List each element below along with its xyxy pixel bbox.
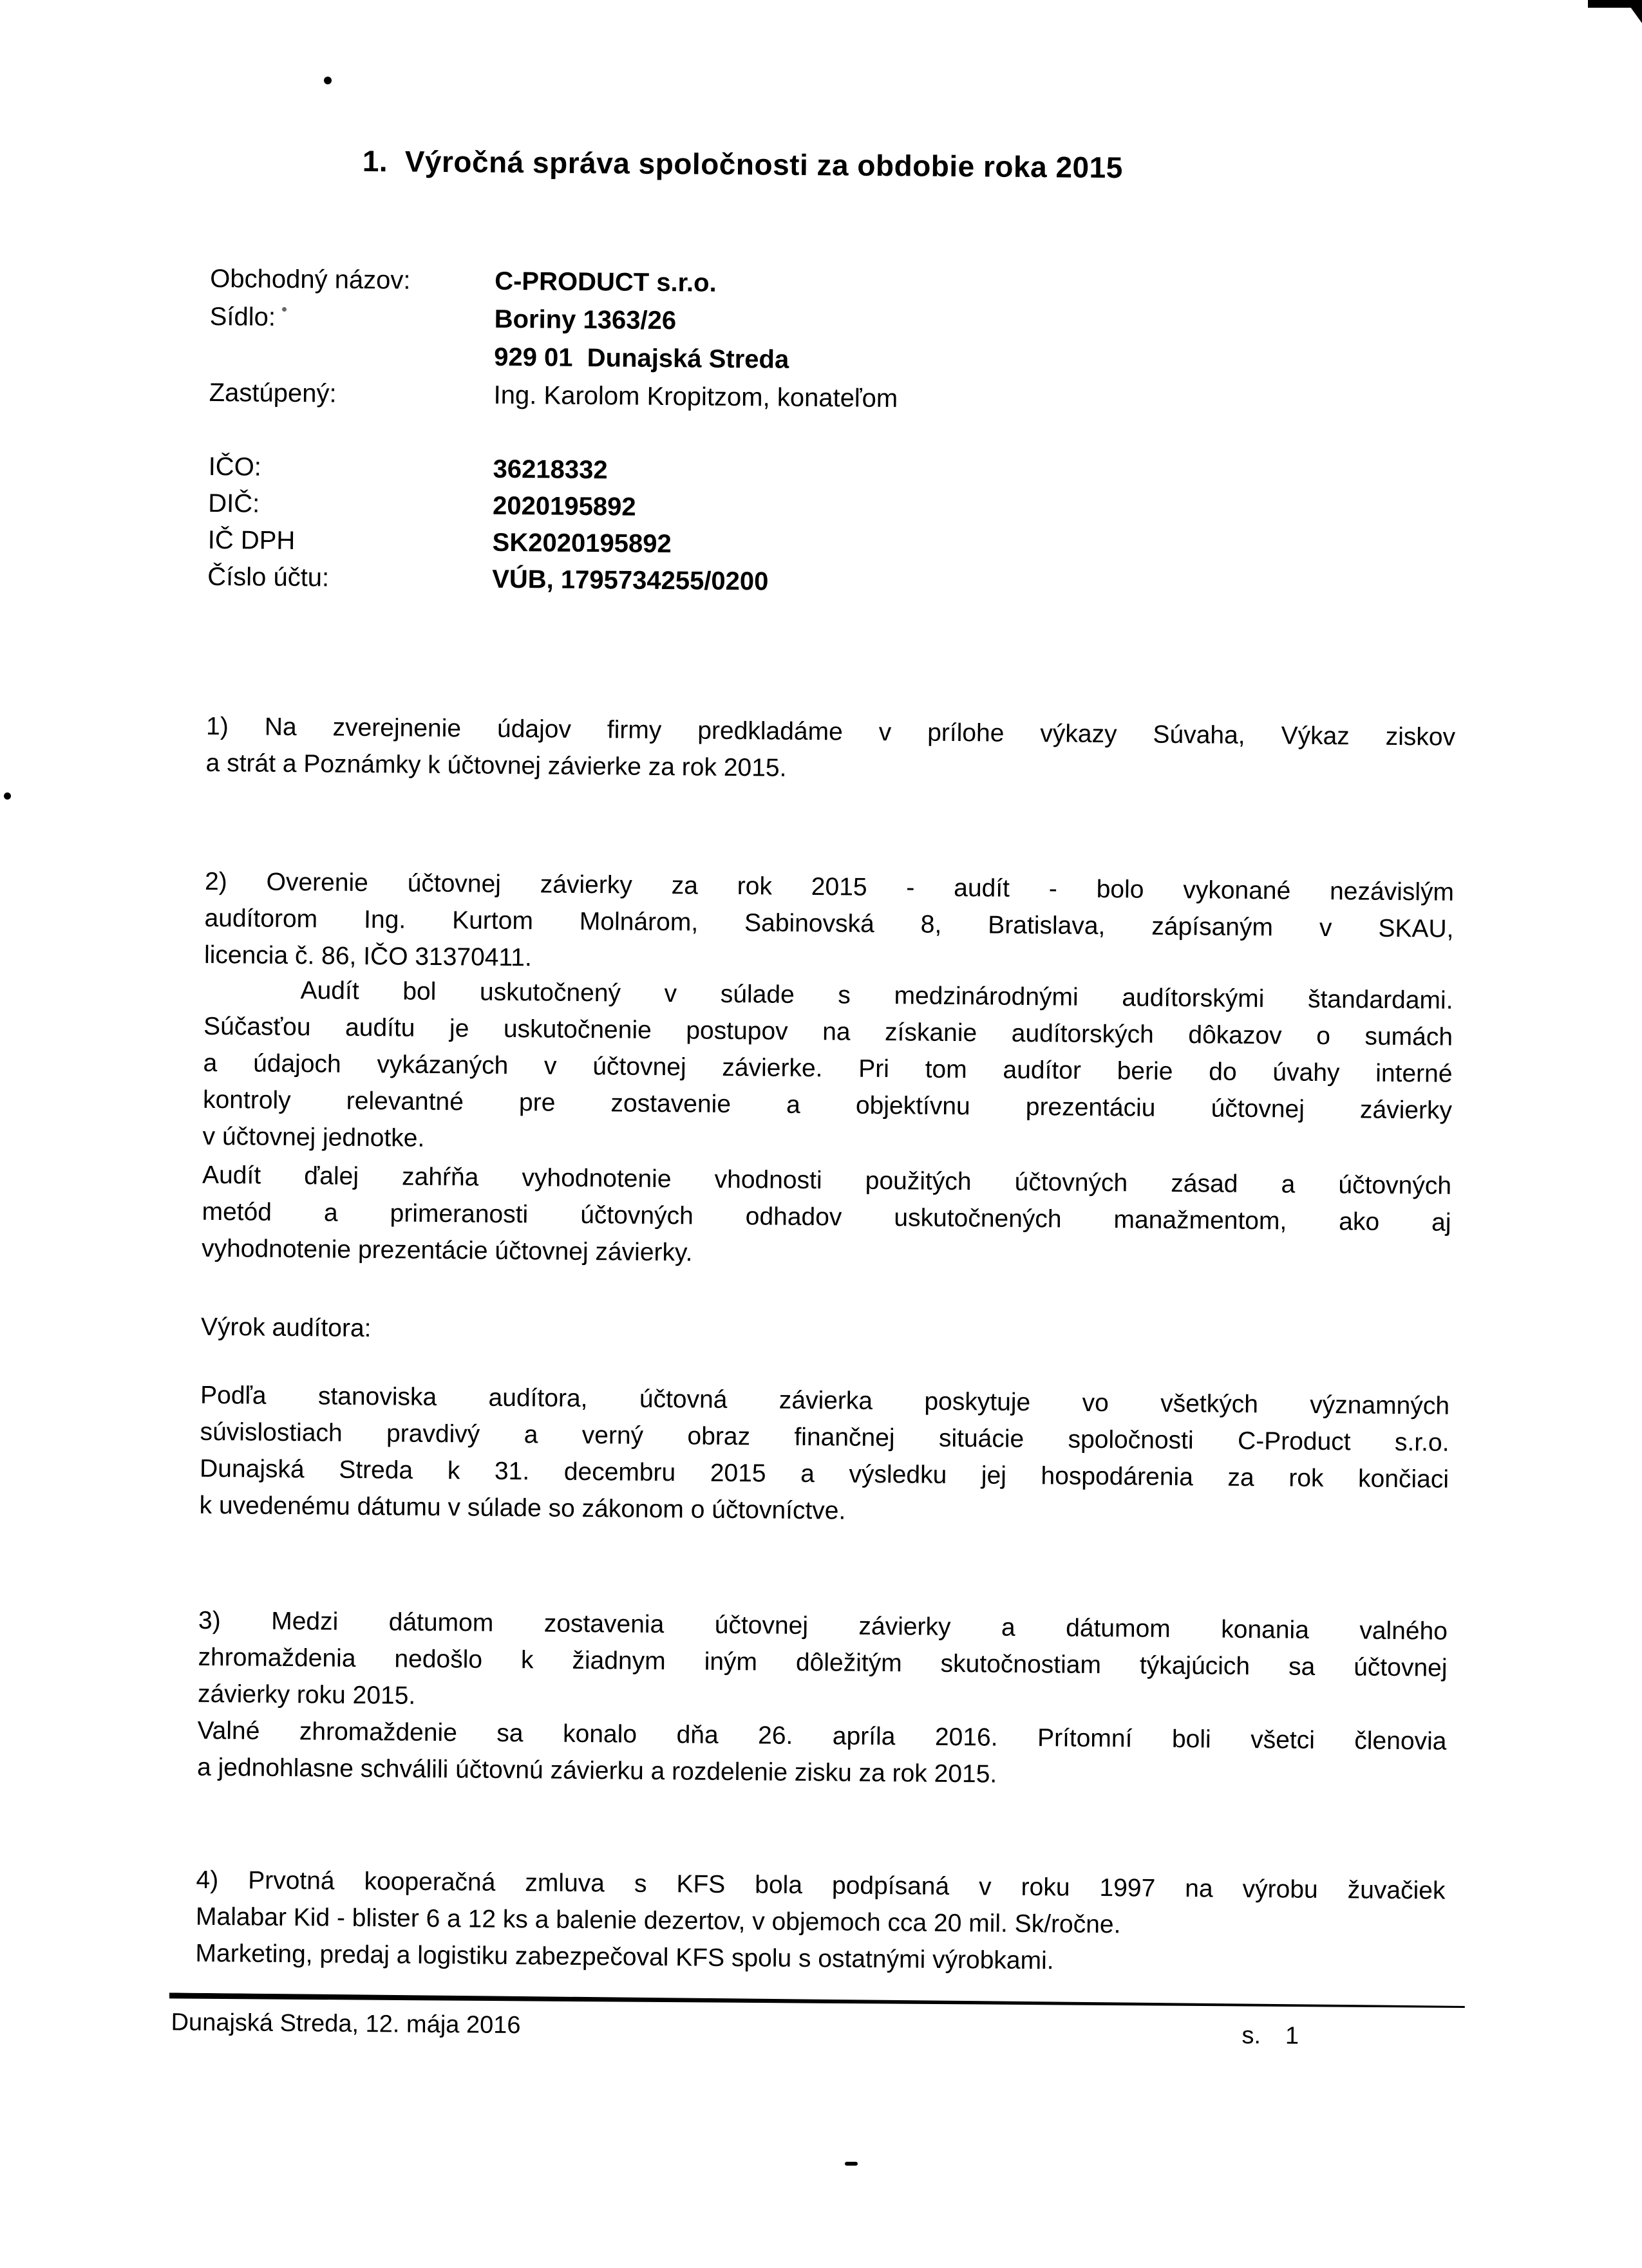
page-number: 1 xyxy=(1285,2022,1299,2050)
info-label xyxy=(209,341,494,381)
paragraph-line: a údajoch vykázaných v účtovnej závierke. Pri tom audítor berie do úvahy interné xyxy=(203,1049,1453,1088)
paragraph-line: 2) Overenie účtovnej závierky za rok 2015 - audít - bolo vykonané nezávislým xyxy=(204,867,1455,906)
paragraph-line: Výrok audítora: xyxy=(200,1313,372,1343)
bank-account-value: VÚB, 1795734255/0200 xyxy=(491,565,769,596)
scan-speck xyxy=(845,2162,858,2166)
paragraph-line: Audít bol uskutočnený v súlade s medzinárodnými audítorskými štandardami. xyxy=(300,977,1453,1015)
scan-speck xyxy=(282,307,287,312)
id-label: IČ DPH xyxy=(207,525,296,556)
id-label: Číslo účtu: xyxy=(207,562,330,592)
info-label: Obchodný názov: xyxy=(210,264,411,295)
ic-dph-value: SK2020195892 xyxy=(492,528,672,559)
representative-value: Ing. Karolom Kropitzom, konateľom xyxy=(493,380,898,413)
company-info-block xyxy=(209,265,899,422)
paragraph-line: v účtovnej jednotke. xyxy=(202,1122,425,1152)
info-label: Zastúpený: xyxy=(209,378,337,408)
footer-divider xyxy=(169,1992,1465,2011)
paragraph-line: Súčasťou audítu je uskutočnenie postupov na získanie audítorských dôkazov o sumách xyxy=(203,1012,1453,1051)
id-label: IČO: xyxy=(208,452,262,482)
page-indicator-label: s. xyxy=(1241,2021,1261,2050)
page-title: 1. Výročná správa spoločnosti za obdobie roka 2015 xyxy=(362,144,1124,185)
auditor-opinion-heading xyxy=(201,1309,1450,1356)
info-row xyxy=(209,379,898,422)
paragraph-line: Valné zhromaždenie sa konalo dňa 26. apríla 2016. Prítomní boli všetci členovia xyxy=(197,1716,1447,1756)
paragraph-line: súvislostiach pravdivý a verný obraz finančnej situácie spoločnosti C-Product s.r.o. xyxy=(200,1418,1449,1457)
id-row xyxy=(207,526,769,568)
paragraph-line: 3) Medzi dátumom zostavenia účtovnej závierky a dátumom konania valného xyxy=(198,1606,1448,1645)
paragraph-audit-evaluation xyxy=(202,1157,1451,1278)
dic-value: 2020195892 xyxy=(492,491,636,521)
info-label: Sídlo: xyxy=(209,302,276,332)
paragraph-line: k uvedenému dátumu v súlade so zákonom o účtovníctve. xyxy=(199,1491,846,1525)
company-name-value: C-PRODUCT s.r.o. xyxy=(495,267,717,297)
paragraph-line: Malabar Kid - blister 6 a 12 ks a balenie dezertov, v objemoch cca 20 mil. Sk/ročne. xyxy=(195,1902,1121,1939)
address-street-value: Boriny 1363/26 xyxy=(494,305,677,335)
paragraph-line: a jednohlasne schválili účtovnú závierku a rozdelenie zisku za rok 2015. xyxy=(196,1753,997,1788)
paragraph-4-cooperation xyxy=(195,1862,1445,1983)
paragraph-line: metód a primeranosti účtovných odhadov uskutočnených manažmentom, ako aj xyxy=(202,1197,1451,1237)
info-row xyxy=(210,265,899,308)
info-row xyxy=(209,303,898,346)
paragraph-2-audit xyxy=(204,863,1454,984)
paragraph-line: 1) Na zverejnenie údajov firmy predkladáme v prílohe výkazy Súvaha, Výkaz ziskov xyxy=(205,712,1456,751)
paragraph-line: audítorom Ing. Kurtom Molnárom, Sabinovská 8, Bratislava, zápísaným v SKAU, xyxy=(204,904,1454,943)
scan-speck xyxy=(324,77,332,84)
info-row xyxy=(209,341,898,384)
paragraph-line: Marketing, predaj a logistiku zabezpečoval KFS spolu s ostatnými výrobkami. xyxy=(195,1939,1054,1975)
paragraph-line: licencia č. 86, IČO 31370411. xyxy=(203,941,533,972)
id-label: DIČ: xyxy=(207,489,260,518)
paragraph-auditor-opinion xyxy=(199,1377,1449,1535)
paragraph-line: Audít ďalej zahŕňa vyhodnotenie vhodnosti použitých účtovných zásad a účtovných xyxy=(202,1161,1452,1200)
paragraph-line: Podľa stanoviska audítora, účtovná závierka poskytuje vo všetkých významných xyxy=(200,1381,1450,1420)
id-row xyxy=(208,489,769,531)
paragraph-line: zhromaždenia nedošlo k žiadnym iným dôležitým skutočnostiam týkajúcich sa účtovnej xyxy=(198,1643,1448,1682)
scan-speck xyxy=(4,792,11,800)
id-row xyxy=(208,453,769,494)
scan-artifact-corner-triangle xyxy=(1625,0,1642,23)
paragraph-1-disclosure xyxy=(205,708,1455,792)
paragraph-line: kontroly relevantné pre zostavenie a objektívnu prezentáciu účtovnej závierky xyxy=(202,1085,1453,1125)
paragraph-line: a strát a Poznámky k účtovnej závierke za rok 2015. xyxy=(205,749,787,782)
paragraph-3-general-meeting xyxy=(197,1602,1448,1797)
footer-date-place: Dunajská Streda, 12. mája 2016 xyxy=(171,2009,521,2039)
paragraph-line: 4) Prvotná kooperačná zmluva s KFS bola podpísaná v roku 1997 na výrobu žuvačiek xyxy=(196,1866,1446,1905)
page-indicator xyxy=(1241,2022,1299,2050)
ico-value: 36218332 xyxy=(493,455,608,485)
paragraph-line: závierky roku 2015. xyxy=(197,1680,416,1710)
address-city-value: 929 01 Dunajská Streda xyxy=(493,342,789,374)
paragraph-audit-standards xyxy=(202,971,1453,1166)
paragraph-line: vyhodnotenie prezentácie účtovnej závierky. xyxy=(201,1234,693,1267)
paragraph-line: Dunajská Streda k 31. decembru 2015 a výsledku jej hospodárenia za rok končiaci xyxy=(199,1454,1449,1494)
id-row xyxy=(207,563,769,604)
company-ids-block xyxy=(207,453,769,604)
